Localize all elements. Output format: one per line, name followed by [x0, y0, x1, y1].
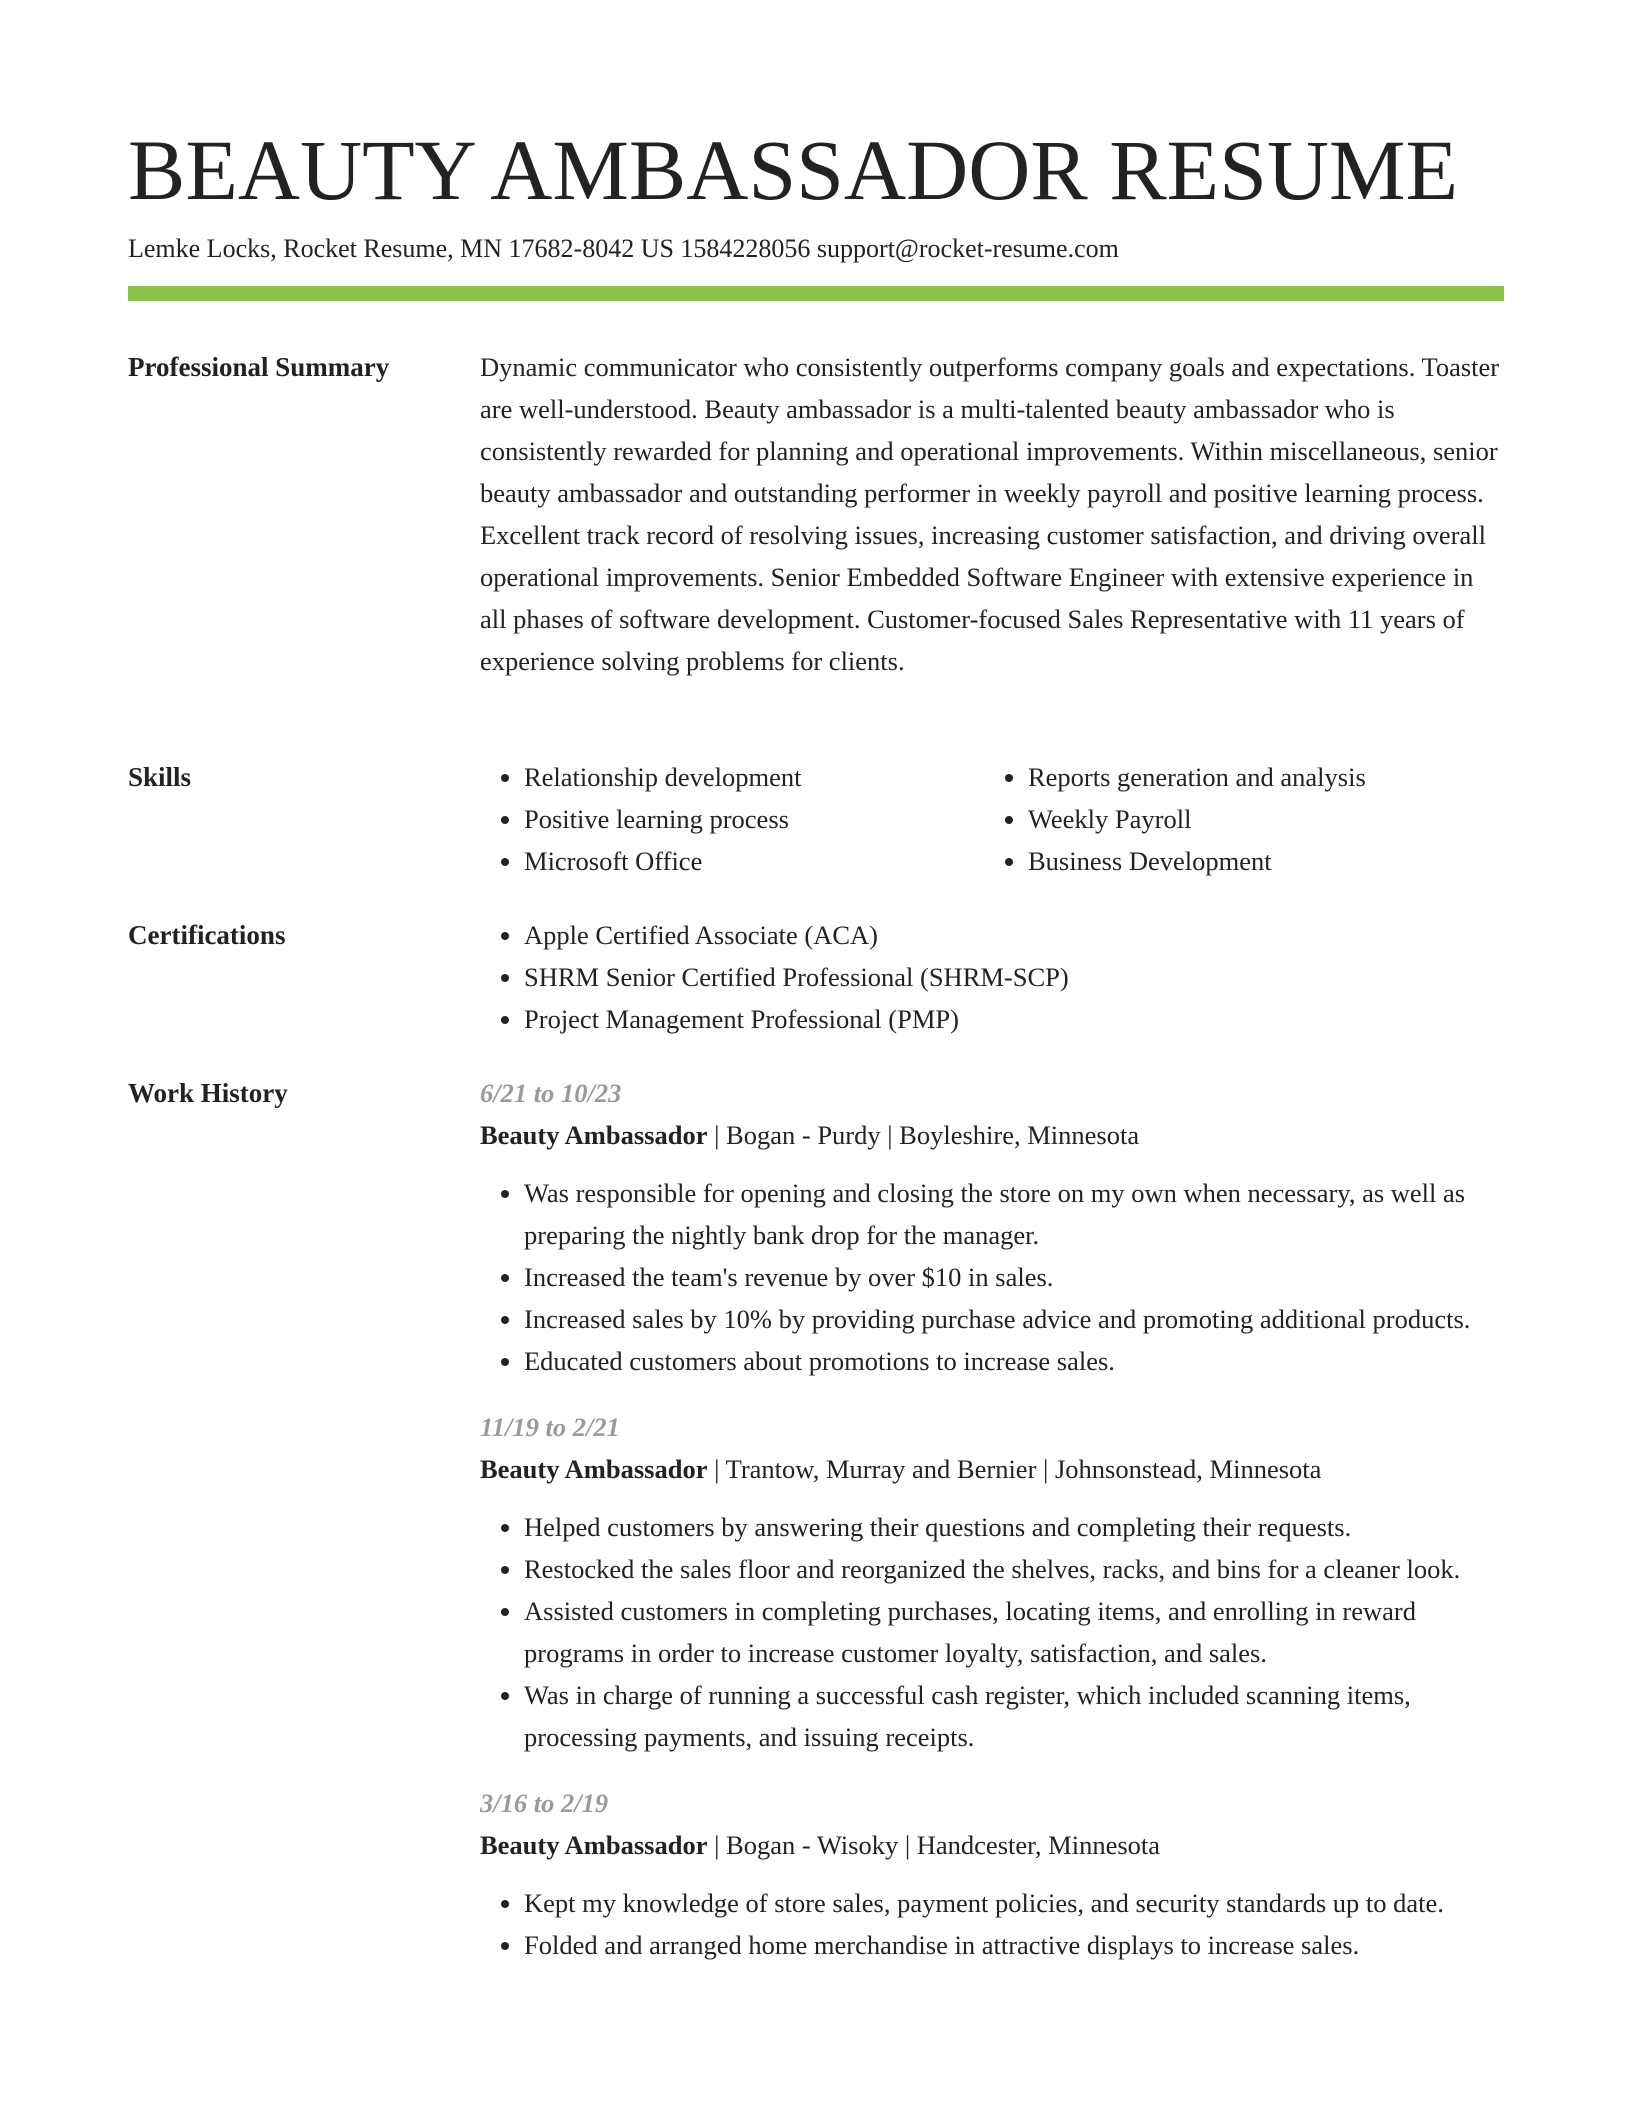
section-label-summary: Professional Summary — [128, 352, 390, 382]
skills-column-2 — [984, 756, 1488, 882]
job-bullet: • Educated customers about promotions to increase sales. — [524, 1340, 1504, 1382]
summary-text: Dynamic communicator who consistently outperforms company goals and expectations. Toaster are well-understood. Beauty ambassador is a multi-talented beauty ambassador who is consistently rewarded for planning and operational improvements. Within miscellaneous, senior beauty ambassador and outstanding performer in weekly payroll and positive learning process. Excellent track record of resolving issues, increasing customer satisfaction, and driving overall operational improvements. Senior Embedded Software Engineer with extensive experience in all phases of software development. Customer-focused Sales Representative with 11 years of experience solving problems for clients. — [480, 352, 1500, 676]
job-bullet: • Was responsible for opening and closing the store on my own when necessary, as well as preparing the nightly bank drop for the manager. — [524, 1172, 1504, 1256]
job-bullet: • Increased sales by 10% by providing purchase advice and promoting additional products. — [524, 1298, 1504, 1340]
job-bullet: • Helped customers by answering their questions and completing their requests. — [524, 1506, 1504, 1548]
certification-item: • Apple Certified Associate (ACA) — [524, 914, 1504, 956]
skill-item: • Reports generation and analysis — [1028, 756, 1488, 798]
job-dates: 11/19 to 2/21 — [480, 1412, 620, 1442]
certifications-section — [480, 914, 1504, 1040]
job-bullets — [480, 1506, 1504, 1758]
job-dates: 3/16 to 2/19 — [480, 1788, 609, 1818]
header-divider — [128, 286, 1504, 301]
job-bullets — [480, 1882, 1504, 1966]
section-label-work-history: Work History — [128, 1078, 288, 1108]
certification-item: • Project Management Professional (PMP) — [524, 998, 1504, 1040]
resume-title: BEAUTY AMBASSADOR RESUME — [128, 122, 1459, 218]
job-bullets — [480, 1172, 1504, 1382]
job-heading — [480, 1114, 1504, 1156]
job-bullet: • Was in charge of running a successful cash register, which included scanning items, processing payments, and issuing receipts. — [524, 1674, 1504, 1758]
job-bullet: • Restocked the sales floor and reorganized the shelves, racks, and bins for a cleaner look. — [524, 1548, 1504, 1590]
job-entry — [480, 1072, 1504, 1382]
job-title: Beauty Ambassador — [480, 1454, 708, 1484]
skills-section — [480, 756, 1504, 882]
job-details: | Bogan - Wisoky | Handcester, Minnesota — [707, 1830, 1161, 1860]
work-history-section — [480, 1072, 1504, 1990]
summary-section — [480, 346, 1504, 682]
job-dates: 6/21 to 10/23 — [480, 1078, 622, 1108]
skills-column-1 — [480, 756, 984, 882]
job-bullet: • Folded and arranged home merchandise in attractive displays to increase sales. — [524, 1924, 1504, 1966]
job-bullet: • Kept my knowledge of store sales, payment policies, and security standards up to date. — [524, 1882, 1504, 1924]
job-title: Beauty Ambassador — [480, 1830, 708, 1860]
section-label-certifications: Certifications — [128, 920, 286, 950]
skills-grid — [480, 756, 1504, 882]
contact-line: Lemke Locks, Rocket Resume, MN 17682-8042 US 1584228056 support@rocket-resume.com — [128, 234, 1119, 263]
skill-item: • Business Development — [1028, 840, 1488, 882]
section-label-skills: Skills — [128, 762, 192, 792]
job-details: | Trantow, Murray and Bernier | Johnsonstead, Minnesota — [707, 1454, 1322, 1484]
skill-item: • Positive learning process — [524, 798, 984, 840]
skill-item: • Microsoft Office — [524, 840, 984, 882]
job-details: | Bogan - Purdy | Boyleshire, Minnesota — [707, 1120, 1140, 1150]
job-title: Beauty Ambassador — [480, 1120, 708, 1150]
job-entry — [480, 1406, 1504, 1758]
skill-item: • Relationship development — [524, 756, 984, 798]
job-bullet: • Increased the team's revenue by over $10 in sales. — [524, 1256, 1504, 1298]
job-heading — [480, 1448, 1504, 1490]
job-heading — [480, 1824, 1504, 1866]
job-entry — [480, 1782, 1504, 1966]
skill-item: • Weekly Payroll — [1028, 798, 1488, 840]
job-bullet: • Assisted customers in completing purchases, locating items, and enrolling in reward programs in order to increase customer loyalty, satisfaction, and sales. — [524, 1590, 1504, 1674]
certification-item: • SHRM Senior Certified Professional (SHRM-SCP) — [524, 956, 1504, 998]
